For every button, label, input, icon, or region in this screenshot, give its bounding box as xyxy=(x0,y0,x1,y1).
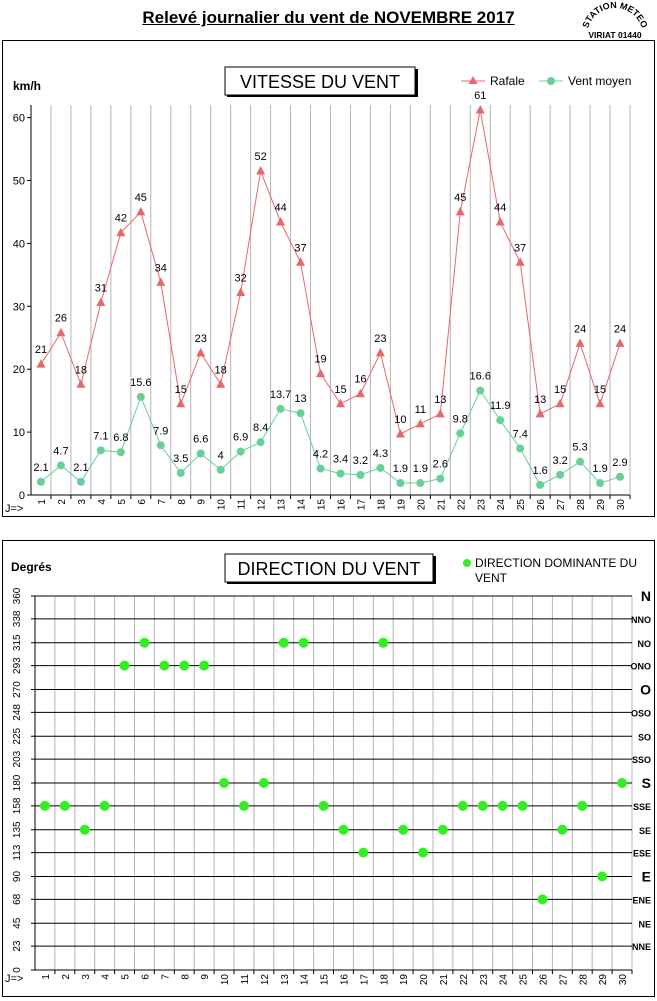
y-tick-label: 315 xyxy=(12,634,23,652)
vent-moyen-data-label: 4.3 xyxy=(372,447,389,460)
x-tick-label: 27 xyxy=(556,499,568,511)
vent-moyen-point xyxy=(197,449,205,457)
rafale-data-label: 23 xyxy=(194,332,207,345)
vent-moyen-point xyxy=(436,475,444,483)
direction-point xyxy=(40,801,50,811)
x-tick-label: 4 xyxy=(100,974,112,980)
rafale-data-label: 32 xyxy=(234,272,247,285)
x-tick-label: 26 xyxy=(536,499,548,511)
y-tick-label: 270 xyxy=(12,681,23,698)
y-tick-label: 23 xyxy=(12,940,23,952)
direction-label: SE xyxy=(638,825,651,836)
vent-moyen-data-label: 6.6 xyxy=(193,433,209,446)
direction-label: SO xyxy=(637,732,651,743)
vent-moyen-point xyxy=(396,479,404,487)
rafale-point xyxy=(616,338,625,347)
vent-moyen-point xyxy=(97,446,105,454)
x-tick-label: 25 xyxy=(516,499,528,511)
y-tick-label: 360 xyxy=(12,587,23,605)
rafale-point xyxy=(456,207,465,216)
direction-point xyxy=(597,872,607,882)
x-tick-label: 4 xyxy=(96,499,108,505)
rafale-data-label: 44 xyxy=(494,202,507,214)
vent-moyen-data-label: 6.8 xyxy=(113,432,129,445)
x-tick-label: 6 xyxy=(136,499,148,505)
vent-moyen-data-label: 3.4 xyxy=(332,453,349,466)
y-tick-label: 248 xyxy=(12,704,23,721)
x-tick-label: 3 xyxy=(76,499,88,505)
direction-point xyxy=(299,638,309,648)
y-tick-label: 180 xyxy=(12,774,23,792)
vent-moyen-point xyxy=(217,466,225,474)
rafale-data-label: 21 xyxy=(34,344,48,357)
chart-title-shadow xyxy=(227,582,436,584)
direction-point xyxy=(458,801,468,811)
vent-moyen-data-label: 3.2 xyxy=(552,454,568,467)
vent-moyen-data-label: 6.9 xyxy=(233,431,249,444)
wind-speed-panel xyxy=(2,40,655,517)
x-tick-label: 7 xyxy=(156,499,168,505)
y-tick-label: 113 xyxy=(12,844,23,861)
x-tick-label: 21 xyxy=(438,974,450,986)
direction-point xyxy=(438,825,448,835)
direction-label: OSO xyxy=(630,708,651,719)
y-tick-label: 0 xyxy=(18,490,25,502)
x-tick-label: 10 xyxy=(220,974,232,986)
x-tick-label: 9 xyxy=(196,499,208,505)
rafale-data-label: 45 xyxy=(454,191,467,204)
chart-title-shadow xyxy=(415,69,418,97)
rafale-data-label: 26 xyxy=(54,312,68,325)
vent-moyen-data-label: 13 xyxy=(294,393,307,406)
x-tick-label: 13 xyxy=(276,499,288,511)
vent-moyen-data-label: 4.2 xyxy=(312,448,329,461)
direction-label: ONO xyxy=(630,661,651,672)
direction-point xyxy=(239,801,249,811)
vent-moyen-point xyxy=(556,471,564,479)
svg-text:STATION METEO: STATION METEO xyxy=(580,0,650,30)
direction-label: NNO xyxy=(631,614,651,625)
wind-direction-panel xyxy=(2,540,655,997)
y-tick-label: 68 xyxy=(12,893,23,905)
x-tick-label: 30 xyxy=(616,499,628,511)
rafale-data-label: 13 xyxy=(534,393,547,406)
rafale-data-label: 45 xyxy=(134,191,147,204)
y-tick-label: 30 xyxy=(12,301,25,314)
rafale-data-label: 15 xyxy=(593,383,607,396)
rafale-data-label: 24 xyxy=(573,323,587,336)
direction-point xyxy=(537,894,547,904)
rafale-point xyxy=(536,409,545,418)
page-title: Relevé journalier du vent de NOVEMBRE 2017 xyxy=(142,8,515,27)
vent-moyen-data-label: 5.3 xyxy=(572,441,588,454)
rafale-data-label: 15 xyxy=(174,383,187,396)
vent-moyen-data-label: 11.9 xyxy=(489,400,511,413)
vent-moyen-data-label: 16.6 xyxy=(469,370,491,383)
y-axis-unit: Degrés xyxy=(11,560,52,574)
vent-moyen-point xyxy=(376,464,384,472)
x-tick-label: 22 xyxy=(456,499,468,511)
x-tick-label: 20 xyxy=(419,974,431,986)
rafale-point xyxy=(596,399,605,408)
direction-label: SSO xyxy=(631,755,651,766)
x-tick-label: 29 xyxy=(598,974,610,986)
x-tick-label: 6 xyxy=(140,974,152,980)
direction-point xyxy=(338,825,348,835)
x-tick-label: 8 xyxy=(180,974,192,980)
y-tick-label: 40 xyxy=(12,238,25,251)
rafale-point xyxy=(336,399,345,408)
direction-point xyxy=(259,778,269,788)
vent-moyen-data-label: 4 xyxy=(217,449,224,462)
rafale-point xyxy=(176,399,185,408)
vent-moyen-data-label: 2.9 xyxy=(612,456,628,469)
vent-moyen-point xyxy=(416,479,424,487)
direction-label: ENE xyxy=(632,895,651,906)
rafale-data-label: 11 xyxy=(414,403,427,416)
rafale-point xyxy=(276,217,285,226)
direction-point xyxy=(498,801,508,811)
rafale-data-label: 23 xyxy=(374,332,387,345)
direction-point xyxy=(478,801,488,811)
vent-moyen-data-label: 1.6 xyxy=(532,464,548,477)
direction-point xyxy=(358,848,368,858)
direction-point xyxy=(557,825,567,835)
wind-speed-chart xyxy=(3,41,654,516)
x-tick-label: 11 xyxy=(236,499,248,510)
vent-moyen-data-label: 3.5 xyxy=(173,452,189,465)
vent-moyen-data-label: 2.1 xyxy=(73,461,89,474)
rafale-data-label: 42 xyxy=(114,212,127,225)
x-tick-label: 25 xyxy=(518,974,530,986)
vent-moyen-data-label: 9.8 xyxy=(452,413,468,426)
direction-point xyxy=(398,825,408,835)
x-tick-label: 19 xyxy=(396,499,408,511)
x-tick-label: 3 xyxy=(80,974,92,980)
x-tick-label: 19 xyxy=(399,974,411,986)
vent-moyen-point xyxy=(237,448,245,456)
direction-point xyxy=(577,801,587,811)
vent-moyen-point xyxy=(456,429,464,437)
vent-moyen-data-label: 15.6 xyxy=(130,376,152,389)
rafale-point xyxy=(376,348,385,357)
rafale-point xyxy=(516,257,525,266)
vent-moyen-data-label: 1.9 xyxy=(392,463,409,476)
x-tick-label: 16 xyxy=(339,974,351,986)
rafale-data-label: 61 xyxy=(474,90,487,103)
direction-label: S xyxy=(641,775,651,791)
vent-moyen-point xyxy=(117,448,125,456)
x-tick-label: 15 xyxy=(319,974,331,986)
direction-label: N xyxy=(640,588,651,604)
rafale-point xyxy=(576,338,585,347)
x-tick-label: 18 xyxy=(376,499,388,511)
rafale-point xyxy=(296,257,305,266)
x-axis-prefix: J=> xyxy=(5,973,24,985)
direction-point xyxy=(120,661,130,671)
x-tick-label: 28 xyxy=(576,499,588,511)
x-tick-label: 14 xyxy=(296,499,308,511)
vent-moyen-point xyxy=(77,478,85,486)
direction-point xyxy=(378,638,388,648)
rafale-point xyxy=(96,298,105,307)
vent-moyen-point xyxy=(57,461,65,469)
rafale-point xyxy=(156,277,165,286)
chart-title-shadow xyxy=(433,556,436,584)
rafale-point xyxy=(316,369,325,378)
direction-point xyxy=(159,661,169,671)
rafale-point xyxy=(56,328,65,337)
rafale-data-label: 37 xyxy=(294,242,307,255)
vent-moyen-data-label: 7.1 xyxy=(93,430,109,443)
rafale-data-label: 16 xyxy=(354,373,367,386)
x-tick-label: 23 xyxy=(476,499,488,511)
rafale-data-label: 31 xyxy=(94,282,108,295)
x-tick-label: 14 xyxy=(299,974,311,986)
direction-point xyxy=(139,638,149,648)
x-tick-label: 11 xyxy=(239,974,251,985)
chart-title: VITESSE DU VENT xyxy=(239,72,401,92)
rafale-data-label: 52 xyxy=(254,151,267,164)
x-axis-prefix: J=> xyxy=(5,503,24,515)
vent-moyen-data-label: 8.4 xyxy=(252,422,269,435)
direction-point xyxy=(100,801,110,811)
rafale-point xyxy=(436,409,445,418)
vent-moyen-data-label: 7.9 xyxy=(153,425,169,438)
rafale-point xyxy=(216,379,225,388)
vent-moyen-point xyxy=(496,416,504,424)
rafale-data-label: 18 xyxy=(214,364,227,377)
y-tick-label: 203 xyxy=(12,750,23,768)
y-tick-label: 158 xyxy=(12,797,23,815)
rafale-point xyxy=(236,287,245,296)
vent-moyen-data-label: 7.4 xyxy=(512,428,528,441)
x-tick-label: 23 xyxy=(478,974,490,986)
vent-moyen-point xyxy=(576,458,584,466)
rafale-data-label: 24 xyxy=(613,323,627,336)
x-tick-label: 1 xyxy=(36,499,48,505)
y-tick-label: 0 xyxy=(12,967,23,973)
x-tick-label: 16 xyxy=(336,499,348,511)
x-tick-label: 9 xyxy=(200,974,212,980)
rafale-data-label: 18 xyxy=(74,364,88,377)
y-tick-label: 45 xyxy=(12,917,23,929)
chart-title-shadow xyxy=(227,95,418,97)
y-tick-label: 293 xyxy=(12,657,23,674)
vent-moyen-point xyxy=(356,471,364,479)
x-tick-label: 20 xyxy=(416,499,428,511)
x-tick-label: 15 xyxy=(316,499,328,511)
vent-moyen-data-label: 13.7 xyxy=(269,388,292,401)
vent-moyen-point xyxy=(536,481,544,489)
rafale-data-label: 15 xyxy=(553,383,567,396)
y-tick-label: 10 xyxy=(12,427,25,440)
y-axis-unit: km/h xyxy=(13,79,42,93)
direction-point xyxy=(80,825,90,835)
rafale-point xyxy=(136,207,145,216)
direction-label: NO xyxy=(637,638,651,649)
legend-label-vent-moyen: Vent moyen xyxy=(568,74,632,88)
y-tick-label: 20 xyxy=(12,364,25,377)
direction-point xyxy=(60,801,70,811)
direction-label: SSE xyxy=(632,801,651,812)
rafale-point xyxy=(476,105,485,114)
x-tick-label: 2 xyxy=(56,499,68,505)
rafale-data-label: 19 xyxy=(314,353,327,366)
x-tick-label: 5 xyxy=(120,974,132,980)
vent-moyen-data-label: 2.6 xyxy=(432,458,448,471)
vent-moyen-data-label: 4.7 xyxy=(53,445,69,458)
rafale-data-label: 10 xyxy=(394,413,407,426)
x-tick-label: 28 xyxy=(578,974,590,986)
x-tick-label: 29 xyxy=(596,499,608,511)
vent-moyen-point xyxy=(317,465,325,473)
legend-marker-direction xyxy=(463,559,471,567)
x-tick-label: 22 xyxy=(458,974,470,986)
x-tick-label: 17 xyxy=(359,974,371,986)
rafale-point xyxy=(496,217,505,226)
x-tick-label: 12 xyxy=(259,974,271,986)
vent-moyen-point xyxy=(297,409,305,417)
chart-title: DIRECTION DU VENT xyxy=(237,559,421,579)
legend-marker-rafale xyxy=(469,76,478,84)
rafale-point xyxy=(256,166,265,175)
svg-text:VIRIAT 01440: VIRIAT 01440 xyxy=(588,30,642,40)
rafale-data-label: 15 xyxy=(334,383,347,396)
x-tick-label: 27 xyxy=(558,974,570,986)
x-tick-label: 13 xyxy=(279,974,291,986)
rafale-point xyxy=(396,429,405,438)
vent-moyen-point xyxy=(257,438,265,446)
rafale-point xyxy=(36,359,45,368)
vent-moyen-point xyxy=(137,393,145,401)
x-tick-label: 2 xyxy=(60,974,72,980)
legend-label-direction: DIRECTION DOMINANTE DU VENT xyxy=(475,556,637,585)
rafale-point xyxy=(416,419,425,428)
x-tick-label: 8 xyxy=(176,499,188,505)
vent-moyen-point xyxy=(476,387,484,395)
rafale-data-label: 13 xyxy=(434,393,447,406)
vent-moyen-data-label: 3.2 xyxy=(352,454,369,467)
direction-point xyxy=(518,801,528,811)
rafale-point xyxy=(196,348,205,357)
vent-moyen-point xyxy=(616,473,624,481)
y-tick-label: 60 xyxy=(12,112,25,125)
wind-direction-chart xyxy=(3,541,654,996)
rafale-data-label: 37 xyxy=(514,242,527,255)
y-tick-label: 50 xyxy=(12,175,25,188)
vent-moyen-point xyxy=(336,470,344,478)
direction-label: E xyxy=(641,868,651,885)
vent-moyen-data-label: 2.1 xyxy=(33,461,49,474)
y-tick-label: 90 xyxy=(12,870,23,883)
x-tick-label: 10 xyxy=(216,499,228,511)
y-tick-label: 225 xyxy=(12,727,23,745)
direction-point xyxy=(279,638,289,648)
vent-moyen-point xyxy=(277,405,285,413)
direction-point xyxy=(418,848,428,858)
vent-moyen-point xyxy=(157,441,165,449)
legend-marker-vent-moyen xyxy=(547,77,555,85)
x-tick-label: 21 xyxy=(436,499,448,511)
vent-moyen-data-label: 1.9 xyxy=(412,463,428,476)
x-tick-label: 30 xyxy=(618,974,630,986)
direction-label: ESE xyxy=(632,848,651,859)
direction-point xyxy=(319,801,329,811)
direction-point xyxy=(617,778,627,788)
x-tick-label: 1 xyxy=(40,974,52,980)
x-tick-label: 5 xyxy=(116,499,128,505)
rafale-data-label: 44 xyxy=(274,202,287,214)
x-tick-label: 17 xyxy=(356,499,368,511)
direction-point xyxy=(199,661,209,671)
direction-label: NNE xyxy=(631,942,651,953)
direction-label: O xyxy=(640,681,651,698)
vent-moyen-point xyxy=(516,444,524,452)
direction-point xyxy=(179,661,189,671)
rafale-point xyxy=(356,389,365,398)
vent-moyen-point xyxy=(37,478,45,486)
direction-label: NE xyxy=(638,919,651,930)
rafale-point xyxy=(556,399,565,408)
direction-point xyxy=(219,778,229,788)
rafale-point xyxy=(76,379,85,388)
x-tick-label: 7 xyxy=(160,974,172,980)
y-tick-label: 338 xyxy=(12,610,23,628)
y-tick-label: 135 xyxy=(12,821,23,839)
rafale-data-label: 34 xyxy=(154,262,167,275)
x-tick-label: 26 xyxy=(538,974,550,986)
vent-moyen-point xyxy=(177,469,185,477)
x-tick-label: 18 xyxy=(379,974,391,986)
x-tick-label: 12 xyxy=(256,499,268,511)
vent-moyen-data-label: 1.9 xyxy=(592,463,608,476)
x-tick-label: 24 xyxy=(498,974,510,986)
vent-moyen-point xyxy=(596,479,604,487)
legend-label-rafale: Rafale xyxy=(490,74,525,88)
x-tick-label: 24 xyxy=(496,499,508,511)
